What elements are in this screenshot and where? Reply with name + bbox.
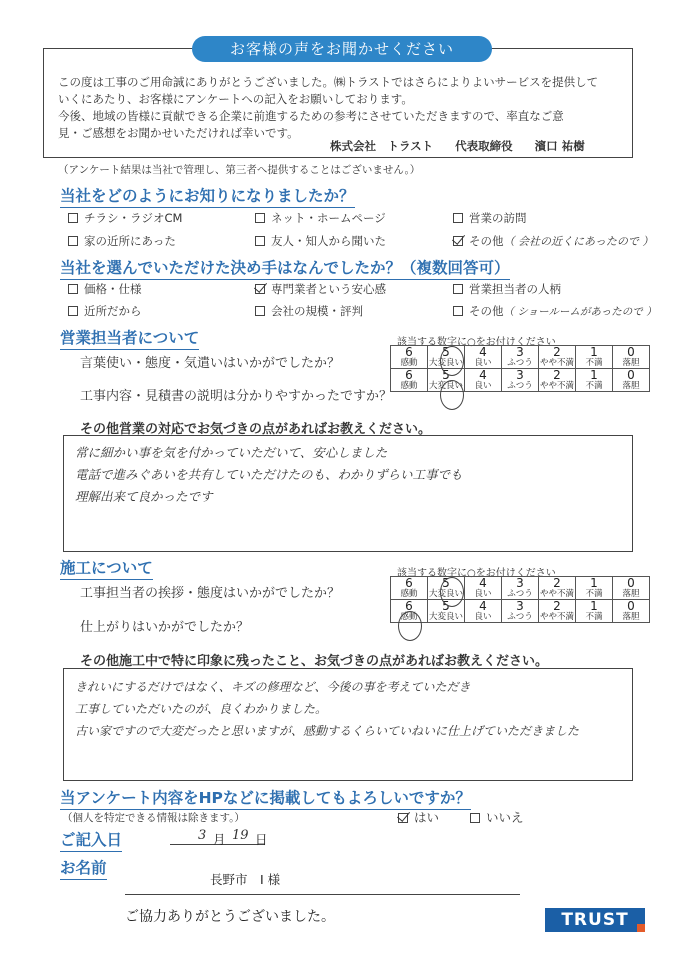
rating-cell-2[interactable]: 2 やや不満 — [539, 576, 574, 599]
checkbox[interactable] — [255, 236, 265, 246]
rating-cell-1[interactable]: 1 不満 — [576, 577, 613, 600]
q2-other-note: （ ショールームがあったので ） — [503, 306, 657, 318]
sales-comment-prompt: その他営業の対応でお気づきの点があればお教えください。 — [80, 422, 432, 437]
rating-cell-6[interactable]: 6 感動 — [391, 346, 428, 369]
rating-cell-4[interactable]: 4 良い — [465, 369, 502, 392]
date-day-value: 19 — [232, 828, 249, 843]
intro-line: 今後、地域の皆様に貢献できる企業に前進するための参考にさせていただきますので、率直なご意 — [58, 109, 564, 123]
rating-cell-3[interactable]: 3 ふつう — [502, 577, 539, 600]
checkbox[interactable] — [470, 813, 480, 823]
representative-title: 代表取締役 — [455, 139, 513, 153]
checkbox[interactable] — [453, 284, 463, 294]
rating-cell-5[interactable]: 5 大変良い — [428, 599, 463, 622]
comment-line: 工事していただいたのが、良くわかりました。 — [75, 702, 328, 716]
survey-title: お客様の声をお聞かせください — [192, 36, 492, 62]
q1-option-web[interactable]: ネット・ホームページ — [255, 210, 386, 226]
intro-line: この度は工事のご用命誠にありがとうございました。㈱トラストではさらによりよいサービスを提供して — [58, 75, 599, 89]
checkbox[interactable] — [68, 236, 78, 246]
representative-name: 濱口 祐樹 — [534, 139, 585, 153]
intro-line: 見・ご感想をお聞かせいただければ幸いです。 — [58, 126, 299, 140]
rating-cell-2[interactable]: 2 やや不満 — [539, 368, 574, 391]
rating-row — [391, 600, 650, 623]
date-month-value: 3 — [198, 828, 207, 843]
rating-cell-3[interactable]: 3 ふつう — [502, 346, 539, 369]
rating-table-construction — [390, 576, 650, 623]
sales-comment-text — [75, 442, 463, 508]
publish-yes-option[interactable]: はい — [398, 808, 439, 826]
sales-q-explain: 工事内容・見積書の説明は分かりやすかったですか？ — [80, 389, 393, 404]
rating-cell-5[interactable]: 5 大変良い — [428, 345, 463, 368]
checkbox[interactable] — [68, 213, 78, 223]
checkbox[interactable] — [255, 213, 265, 223]
scale-hint: 該当する数字に○をお付けください — [397, 568, 556, 579]
thanks-message: ご協力ありがとうございました。 — [125, 909, 335, 925]
construction-section-title: 施工について — [60, 556, 153, 580]
trust-logo: TRUST — [545, 908, 645, 932]
rating-cell-4[interactable]: 4 良い — [465, 600, 502, 623]
name-label: お名前 — [60, 856, 107, 880]
construction-comment-prompt: その他施工中で特に印象に残ったこと、お気づきの点があればお教えください。 — [80, 654, 549, 669]
scale-hint: 該当する数字に○をお付けください — [397, 337, 556, 348]
rating-cell-3[interactable]: 3 ふつう — [502, 369, 539, 392]
q2-option-other[interactable]: その他（ ショールームがあったので ） — [453, 303, 657, 319]
rating-cell-1[interactable]: 1 不満 — [576, 369, 613, 392]
rating-cell-0[interactable]: 0 落胆 — [613, 577, 650, 600]
comment-line: 電話で進みぐあいを共有していただけたのも、わかりずらい工事でも — [75, 467, 463, 482]
rating-cell-0[interactable]: 0 落胆 — [613, 600, 650, 623]
rating-row — [391, 369, 650, 392]
q2-option-nearby[interactable]: 近所だから — [68, 303, 142, 319]
rating-cell-6[interactable]: 6 感動 — [391, 577, 428, 600]
signer — [330, 138, 630, 154]
publish-question: 当アンケート内容をHPなどに掲載してもよろしいですか？ — [60, 786, 471, 810]
rating-row — [391, 577, 650, 600]
construction-q-finish: 仕上がりはいかがでしたか？ — [80, 620, 250, 635]
q2-option-reputation[interactable]: 会社の規模・評判 — [255, 303, 363, 319]
checkbox[interactable] — [255, 306, 265, 316]
sales-q-manner: 言葉使い・態度・気遣いはいかがでしたか？ — [80, 356, 341, 371]
q1-title: 当社をどのようにお知りになりましたか？ — [60, 184, 355, 208]
sales-section-title: 営業担当者について — [60, 326, 199, 350]
intro-line: いくにあたり、お客様にアンケートへの記入をお願いしております。 — [58, 92, 413, 106]
selected-rating-circle — [398, 611, 422, 641]
q2-option-specialist[interactable]: 専門業者という安心感 — [255, 281, 386, 297]
intro-text — [58, 74, 623, 142]
q2-option-sales-person[interactable]: 営業担当者の人柄 — [453, 281, 561, 297]
rating-cell-1[interactable]: 1 不満 — [576, 600, 613, 623]
rating-cell-2[interactable]: 2 やや不満 — [539, 599, 574, 622]
selected-rating-circle — [440, 346, 464, 376]
date-label: ご記入日 — [60, 828, 122, 852]
construction-q-manner: 工事担当者の挨拶・態度はいかがでしたか？ — [80, 586, 341, 601]
company-name: 株式会社 トラスト — [330, 139, 434, 153]
name-value: 長野市 I 様 — [210, 872, 281, 887]
rating-cell-5[interactable]: 5 大変良い — [428, 576, 463, 599]
comment-line: きれいにするだけではなく、キズの修理など、今後の事を考えていただき — [75, 680, 471, 694]
date-day-unit: 日 — [255, 832, 268, 847]
checkbox[interactable] — [68, 284, 78, 294]
checkbox[interactable] — [68, 306, 78, 316]
rating-cell-5[interactable]: 5 大変良い — [428, 368, 463, 391]
privacy-note: （アンケート結果は当社で管理し、第三者へ提供することはございません。） — [58, 164, 421, 176]
rating-cell-6[interactable]: 6 感動 — [391, 369, 428, 392]
rating-table-sales — [390, 345, 650, 392]
q1-option-other[interactable]: その他（ 会社の近くにあったので ） — [453, 233, 653, 249]
q1-option-sales-visit[interactable]: 営業の訪問 — [453, 210, 527, 226]
comment-line: 古い家ですので大変だったと思いますが、感動するくらいていねいに仕上げていただきました — [75, 724, 580, 738]
construction-comment-text — [75, 676, 579, 742]
name-underline — [125, 894, 520, 895]
comment-line: 理解出来て良かったです — [75, 489, 213, 504]
q1-other-note: （ 会社の近くにあったので ） — [503, 235, 654, 248]
rating-cell-4[interactable]: 4 良い — [465, 346, 502, 369]
q1-option-flyer[interactable]: チラシ・ラジオCM — [68, 210, 182, 226]
q2-option-price[interactable]: 価格・仕様 — [68, 281, 142, 297]
rating-cell-3[interactable]: 3 ふつう — [502, 600, 539, 623]
checkbox-checked[interactable] — [255, 284, 265, 294]
q1-option-friend[interactable]: 友人・知人から聞いた — [255, 233, 386, 249]
date-month-unit: 月 — [213, 832, 226, 847]
rating-cell-6[interactable]: 6 感動 — [391, 600, 428, 623]
rating-cell-2[interactable]: 2 やや不満 — [539, 345, 574, 368]
rating-cell-1[interactable]: 1 不満 — [576, 346, 613, 369]
selected-rating-circle — [440, 380, 464, 410]
checkbox-checked[interactable] — [453, 236, 463, 246]
rating-cell-4[interactable]: 4 良い — [465, 577, 502, 600]
q1-option-nearby[interactable]: 家の近所にあった — [68, 233, 176, 249]
comment-line: 常に細かい事を気を付かっていただいて、安心しました — [75, 445, 388, 460]
rating-cell-0[interactable]: 0 落胆 — [613, 346, 650, 369]
checkbox-checked[interactable] — [398, 813, 408, 823]
rating-row — [391, 346, 650, 369]
publish-note: （個人を特定できる情報は除きます。） — [62, 812, 245, 824]
checkbox[interactable] — [453, 213, 463, 223]
q2-title: 当社を選んでいただけた決め手はなんでしたか？（複数回答可） — [60, 256, 510, 280]
selected-rating-circle — [440, 577, 464, 607]
checkbox[interactable] — [453, 306, 463, 316]
rating-cell-0[interactable]: 0 落胆 — [613, 369, 650, 392]
publish-no-option[interactable]: いいえ — [470, 808, 524, 826]
